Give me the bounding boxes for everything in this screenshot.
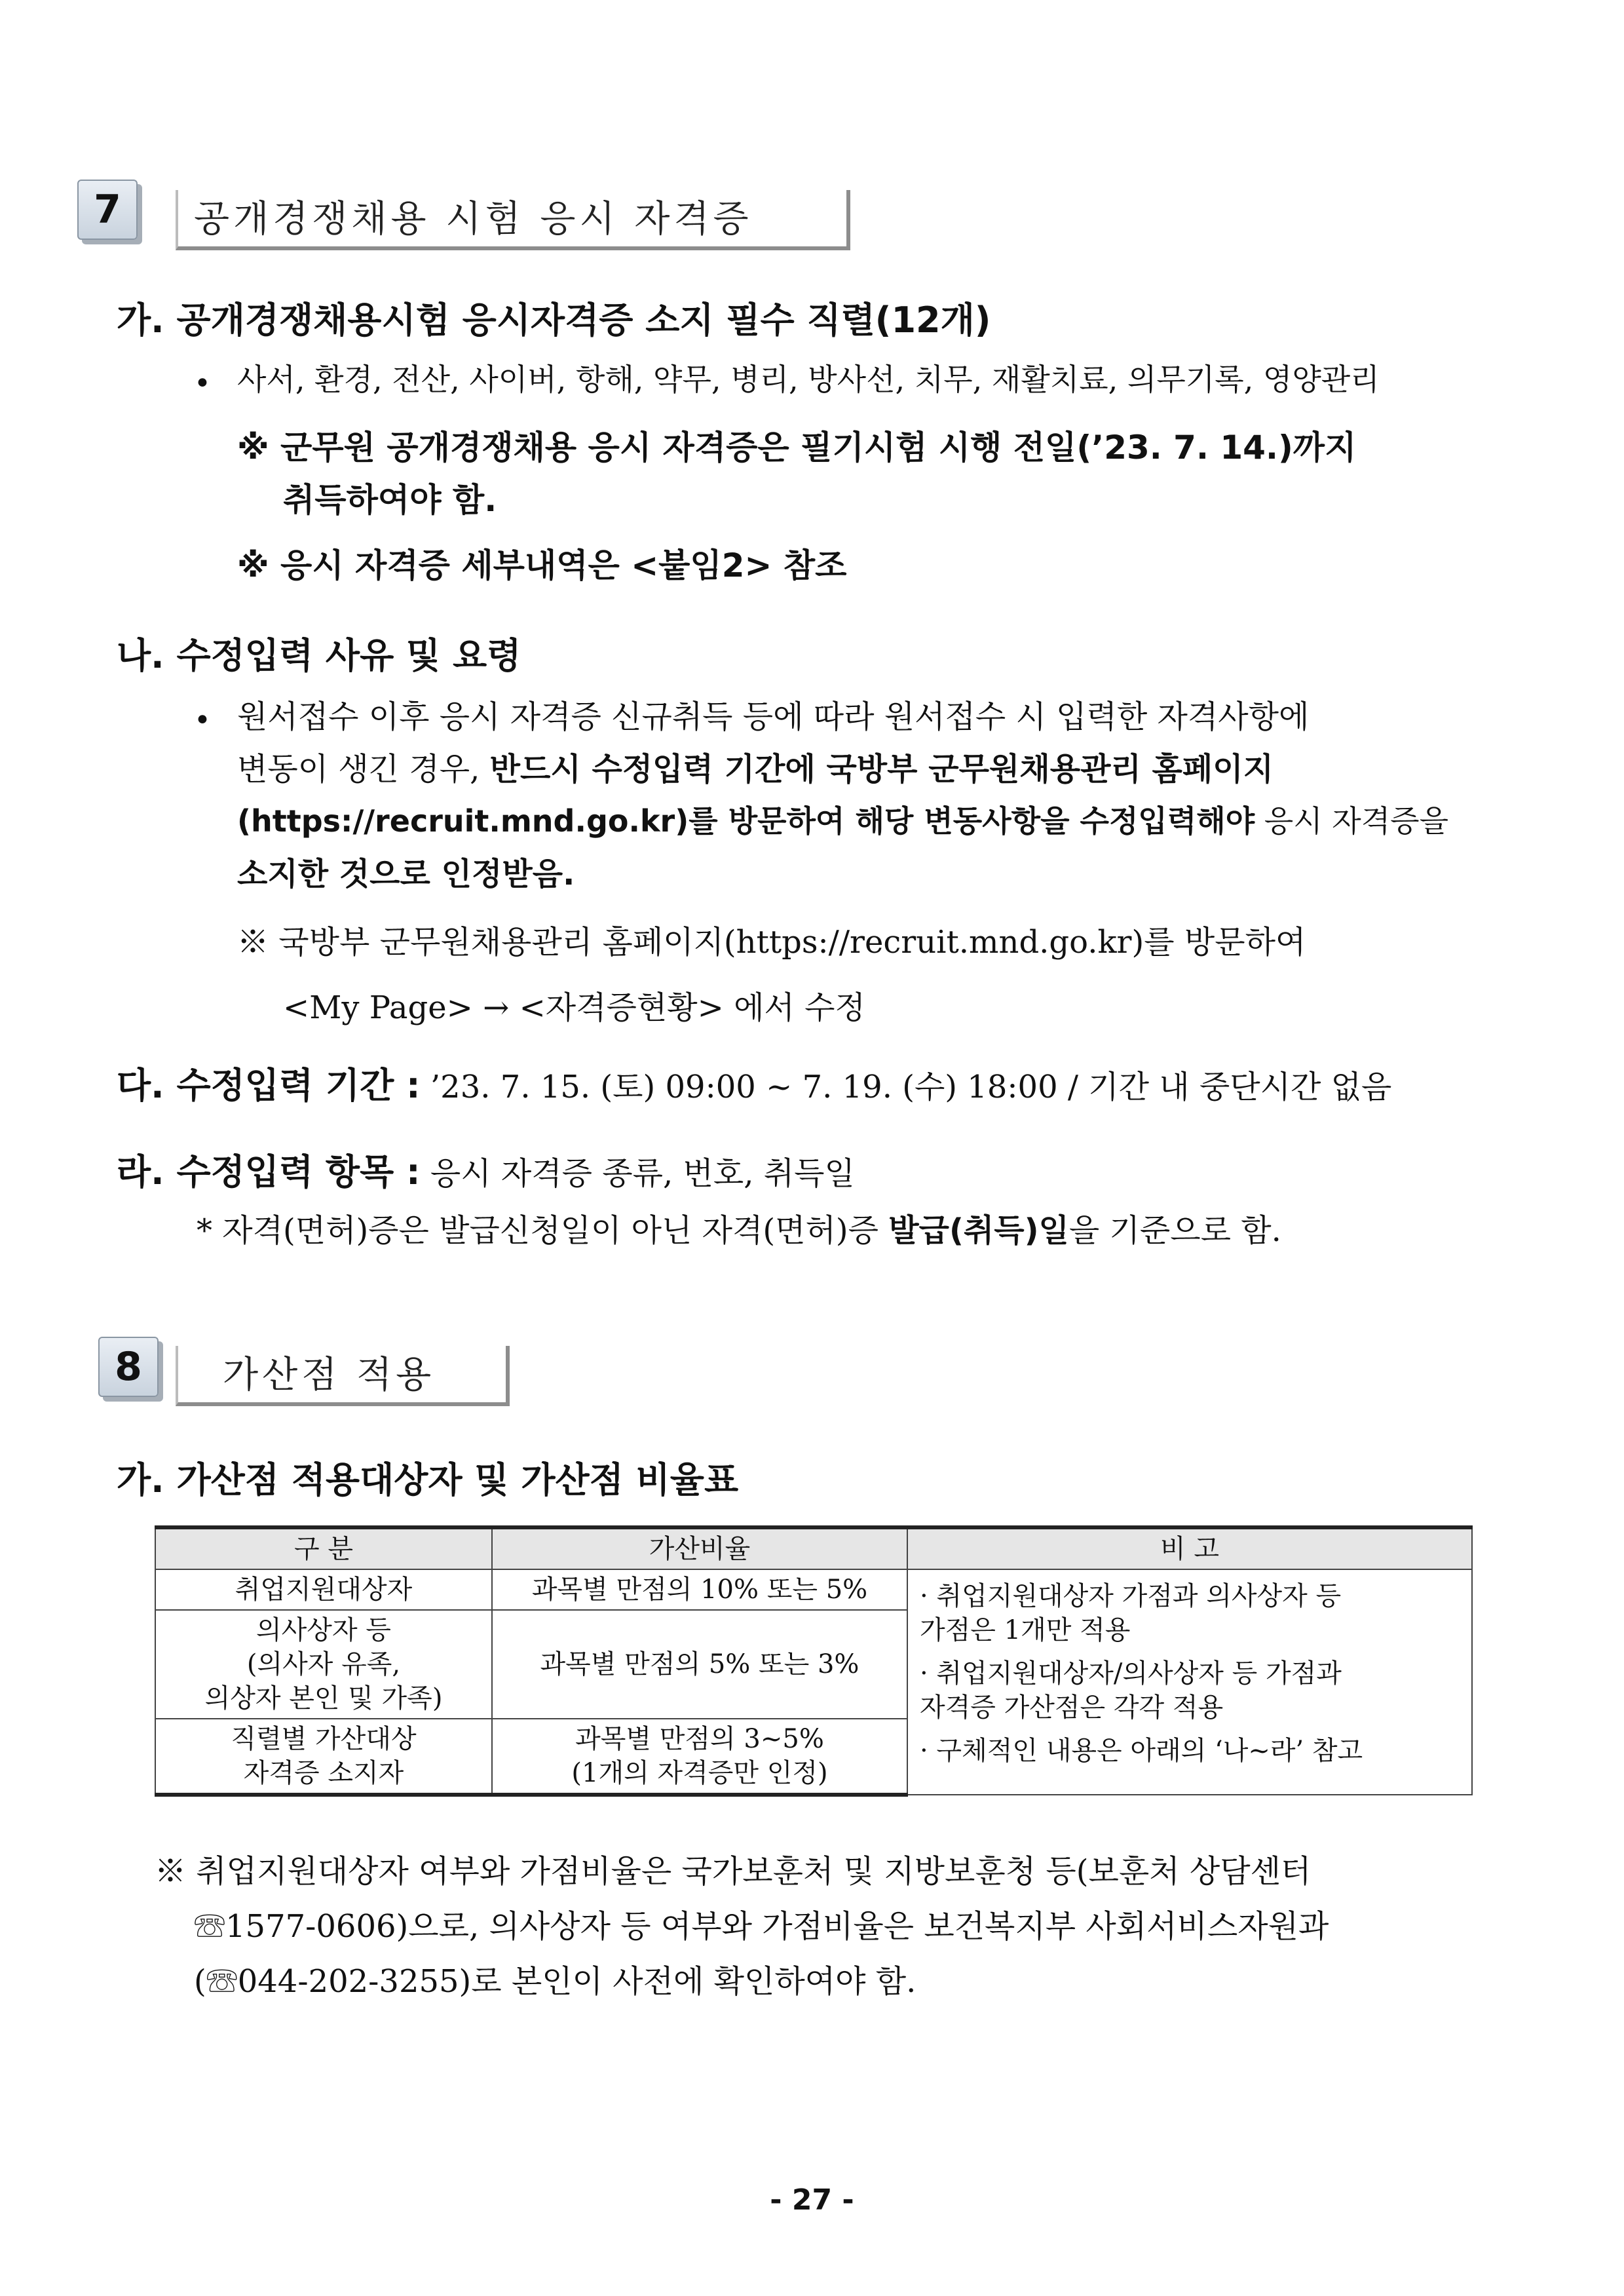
table-header-category: 구 분 bbox=[155, 1527, 492, 1569]
section-7-na-bullet-line2-plain: 변동이 생긴 경우, bbox=[237, 751, 480, 788]
section-7-ra-footnote-pre: * 자격(면허)증은 발급신청일이 아닌 자격(면허)증 bbox=[197, 1212, 878, 1249]
category-line: 자격증 소지자 bbox=[243, 1758, 404, 1788]
section-8-footer-line2: ☏1577-0606)으로, 의사상자 등 여부와 가점비율은 보건복지부 사회서비스자원과 bbox=[194, 1908, 1329, 1945]
category-line: 직렬별 가산대상 bbox=[231, 1724, 417, 1754]
table-cell-notes bbox=[907, 1569, 1472, 1795]
table-header-rate: 가산비율 bbox=[492, 1527, 907, 1569]
table-row bbox=[155, 1569, 1472, 1610]
table-cell-category bbox=[155, 1610, 492, 1719]
table-cell-category bbox=[155, 1719, 492, 1795]
section-7-title: 공개경쟁채용 시험 응시 자격증 bbox=[194, 198, 753, 240]
section-8-title: 가산점 적용 bbox=[223, 1354, 436, 1396]
section-7-da-heading: 다. 수정입력 기간 : bbox=[117, 1065, 421, 1106]
table-cell-rate: 과목별 만점의 5% 또는 3% bbox=[492, 1610, 907, 1719]
section-7-na-bullet-line2-bold: 반드시 수정입력 기간에 국방부 군무원채용관리 홈페이지 bbox=[489, 751, 1274, 788]
bullet-icon: • bbox=[194, 367, 211, 400]
table-note-line: · 구체적인 내용은 아래의 ‘나~라’ 참고 bbox=[920, 1736, 1363, 1766]
table-header-row bbox=[155, 1527, 1472, 1569]
section-7-ga-note1-line2: 취득하여야 함. bbox=[283, 481, 497, 519]
table-header-notes: 비 고 bbox=[907, 1527, 1472, 1569]
section-7-ga-note2: ※ 응시 자격증 세부내역은 <붙임2> 참조 bbox=[237, 546, 847, 584]
section-7-ga-bullet: 사서, 환경, 전산, 사이버, 항해, 약무, 병리, 방사선, 치무, 재활치료, 의무기록, 영양관리 bbox=[237, 362, 1380, 397]
section-7-ga-note1-line1: ※ 군무원 공개경쟁채용 응시 자격증은 필기시험 시행 전일(’23. 7. 14.)까지 bbox=[237, 429, 1357, 467]
section-8-ga-heading: 가. 가산점 적용대상자 및 가산점 비율표 bbox=[117, 1459, 739, 1501]
table-cell-rate bbox=[492, 1719, 907, 1795]
table-note-line: 가점은 1개만 적용 bbox=[920, 1615, 1131, 1645]
section-7-na-bullet-line4: 소지한 것으로 인정받음. bbox=[237, 856, 575, 892]
section-7-na-bullet-line1: 원서접수 이후 응시 자격증 신규취득 등에 따라 원서접수 시 입력한 자격사항에 bbox=[237, 698, 1310, 735]
section-7-ra-footnote-bold: 발급(취득)일 bbox=[888, 1212, 1069, 1249]
section-7-da-text: ’23. 7. 15. (토) 09:00 ~ 7. 19. (수) 18:00 / 기간 내 중단시간 없음 bbox=[430, 1069, 1392, 1105]
rate-line: (1개의 자격증만 인정) bbox=[571, 1758, 828, 1788]
section-7-ra-text: 응시 자격증 종류, 번호, 취득일 bbox=[430, 1155, 855, 1192]
table-cell-rate: 과목별 만점의 10% 또는 5% bbox=[492, 1569, 907, 1610]
page-number: - 27 - bbox=[770, 2183, 854, 2217]
section-8-number: 8 bbox=[98, 1337, 159, 1397]
table-note-line: · 취업지원대상자 가점과 의사상자 등 bbox=[920, 1581, 1342, 1611]
table-note-line: · 취업지원대상자/의사상자 등 가점과 bbox=[920, 1658, 1342, 1689]
section-7-ra-footnote-post: 을 기준으로 함. bbox=[1068, 1212, 1281, 1249]
section-7-na-bullet-line3-bold: (https://recruit.mnd.go.kr)를 방문하여 해당 변동사항을 수정입력해야 bbox=[237, 803, 1255, 839]
category-line: 의사상자 등 bbox=[256, 1615, 391, 1645]
section-7-na-bullet-line3-plain: 응시 자격증을 bbox=[1264, 803, 1449, 839]
section-8-footer-line1: ※ 취업지원대상자 여부와 가점비율은 국가보훈처 및 지방보훈청 등(보훈처 상담센터 bbox=[155, 1853, 1312, 1890]
section-7-ga-heading: 가. 공개경쟁채용시험 응시자격증 소지 필수 직렬(12개) bbox=[117, 299, 991, 341]
section-7-ra-heading: 라. 수정입력 항목 : bbox=[117, 1151, 421, 1193]
section-7-number: 7 bbox=[77, 180, 138, 240]
bullet-icon: • bbox=[194, 704, 211, 737]
rate-line: 과목별 만점의 3~5% bbox=[575, 1724, 824, 1754]
section-7-na-heading: 나. 수정입력 사유 및 요령 bbox=[117, 635, 521, 676]
section-8-footer-line3: (☏044-202-3255)로 본인이 사전에 확인하여야 함. bbox=[194, 1963, 916, 2000]
category-line: (의사자 유족, bbox=[246, 1649, 401, 1679]
section-7-na-note-line1: ※ 국방부 군무원채용관리 홈페이지(https://recruit.mnd.go.kr)를 방문하여 bbox=[237, 924, 1306, 961]
bonus-points-table bbox=[155, 1525, 1473, 1797]
table-note-line: 자격증 가산점은 각각 적용 bbox=[920, 1693, 1224, 1723]
section-7-na-note-line2: <My Page> → <자격증현황> 에서 수정 bbox=[283, 989, 865, 1026]
table-cell-category: 취업지원대상자 bbox=[155, 1569, 492, 1610]
category-line: 의상자 본인 및 가족) bbox=[204, 1683, 443, 1713]
